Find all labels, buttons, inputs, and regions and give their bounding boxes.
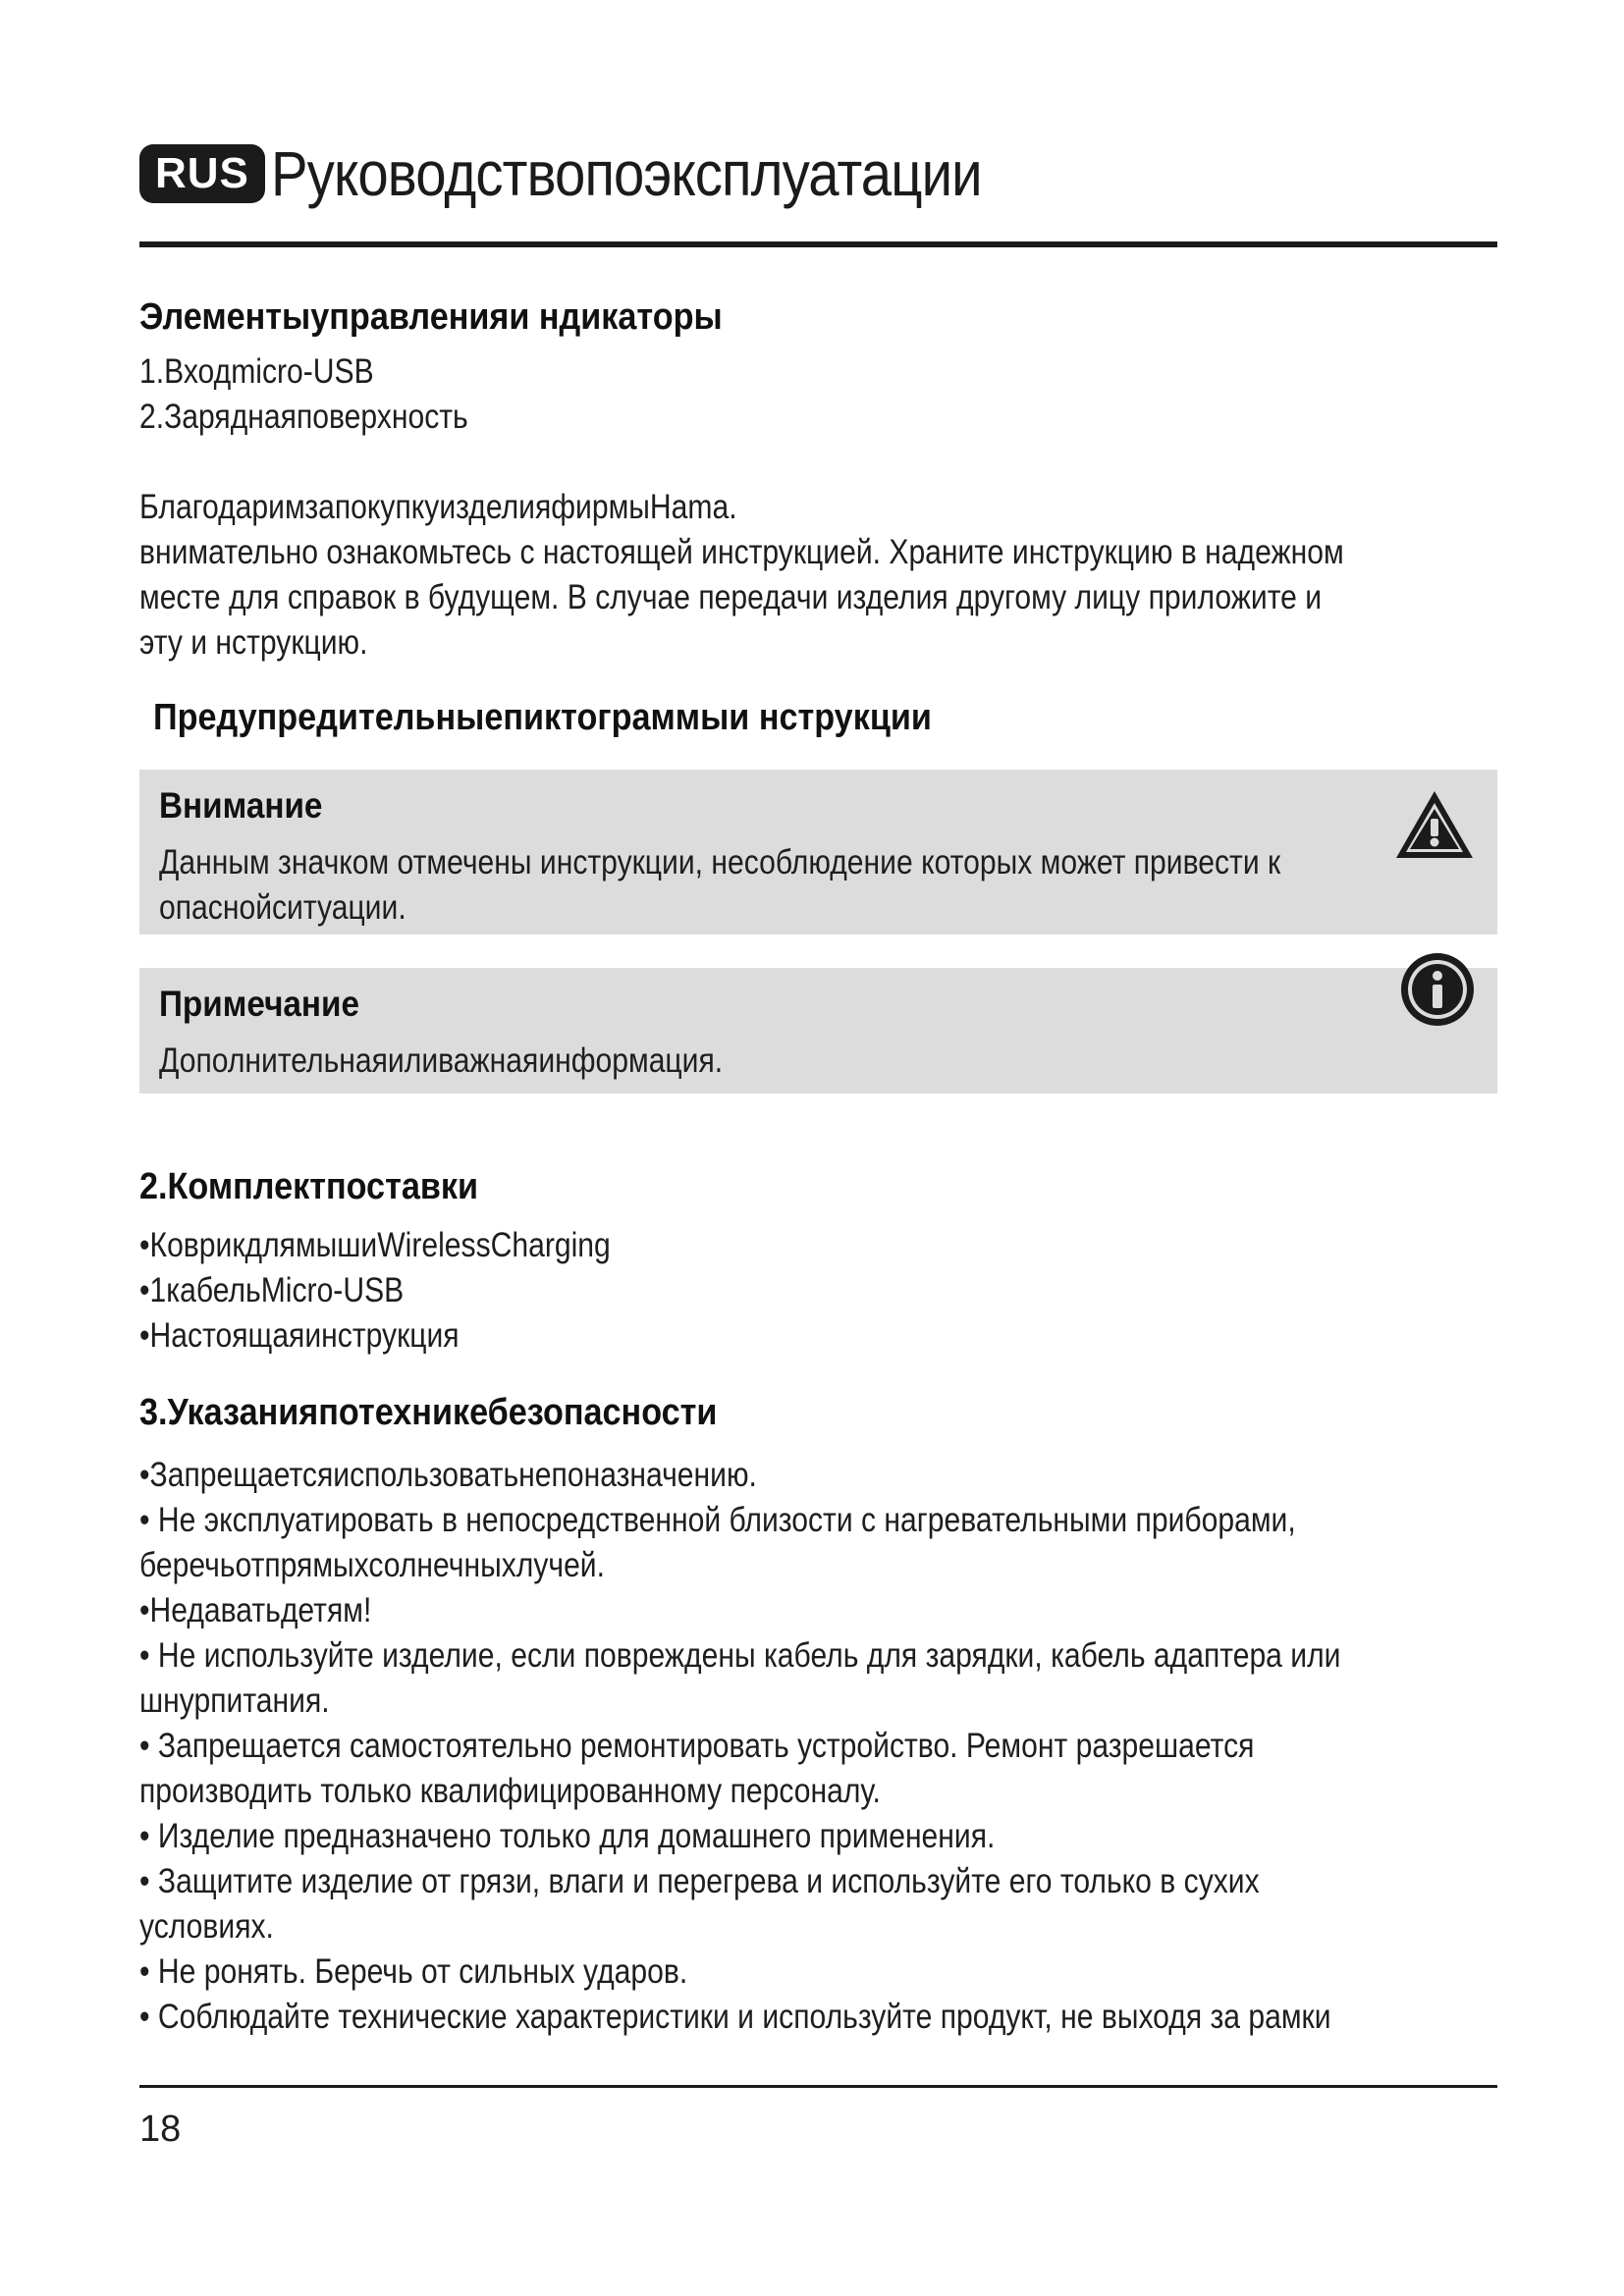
warnings-heading: Предупредительныепиктограммыи нструкции [153,697,932,738]
intro-line: БлагодаримзапокупкуизделияфирмыHama. [139,488,737,526]
intro-line: эту и нструкцию. [139,623,368,662]
safety-line: • Изделие предназначено только для домашнего применения. [139,1817,996,1855]
package-item: •1кабельMicro-USB [139,1271,405,1309]
note-title: Примечание [159,984,360,1024]
safety-line: шнурпитания. [139,1682,330,1720]
safety-line: •Запрещаетсяиспользоватьнепоназначению. [139,1456,757,1494]
header-divider [139,241,1497,247]
safety-line: •Недаватьдетям! [139,1591,372,1629]
attention-box [139,770,1497,934]
controls-item: 1.Входmicro-USB [139,352,374,391]
intro-line: месте для справок в будущем. В случае передачи изделия другому лицу приложите и [139,578,1323,616]
safety-line: • Не эксплуатировать в непосредственной близости с нагревательными приборами, [139,1501,1296,1539]
info-circle-icon [1398,950,1477,1029]
page-number: 18 [139,2109,182,2150]
warning-triangle-icon [1392,787,1477,862]
safety-line: • Соблюдайте технические характеристики и используйте продукт, не выходя за рамки [139,1998,1331,2036]
controls-item: 2.Заряднаяповерхность [139,398,468,436]
note-text: Дополнительнаяиливажнаяинформация. [159,1041,724,1080]
language-badge: RUS [139,144,265,203]
attention-text: Данным значком отмечены инструкции, несоблюдение которых может привести к [159,843,1281,881]
package-heading: 2.Комплектпоставки [139,1166,479,1207]
controls-heading: Элементыуправленияи ндикаторы [139,296,723,338]
package-item: •КоврикдлямышиWirelessCharging [139,1226,611,1264]
safety-line: • Защитите изделие от грязи, влаги и перегрева и используйте его только в сухих [139,1862,1260,1900]
safety-line: беречьотпрямыхсолнечныхлучей. [139,1546,605,1584]
package-item: •Настоящаяинструкция [139,1316,460,1355]
attention-text: опаснойситуации. [159,888,406,927]
attention-title: Внимание [159,785,323,826]
safety-line: производить только квалифицированному персоналу. [139,1772,881,1810]
note-box [139,968,1497,1094]
manual-page [139,0,1497,2296]
safety-heading: 3.Указанияпотехникебезопасности [139,1392,718,1433]
safety-line: • Не ронять. Беречь от сильных ударов. [139,1952,688,1991]
safety-line: • Запрещается самостоятельно ремонтировать устройство. Ремонт разрешается [139,1727,1255,1765]
page-header [139,139,1078,208]
intro-line: внимательно ознакомьтесь с настоящей инструкцией. Храните инструкцию в надежном [139,533,1344,571]
footer-divider [139,2085,1497,2088]
safety-line: • Не используйте изделие, если повреждены кабель для зарядки, кабель адаптера или [139,1636,1341,1675]
safety-line: условиях. [139,1907,274,1946]
page-title: Руководствопоэксплуатации [270,138,982,209]
